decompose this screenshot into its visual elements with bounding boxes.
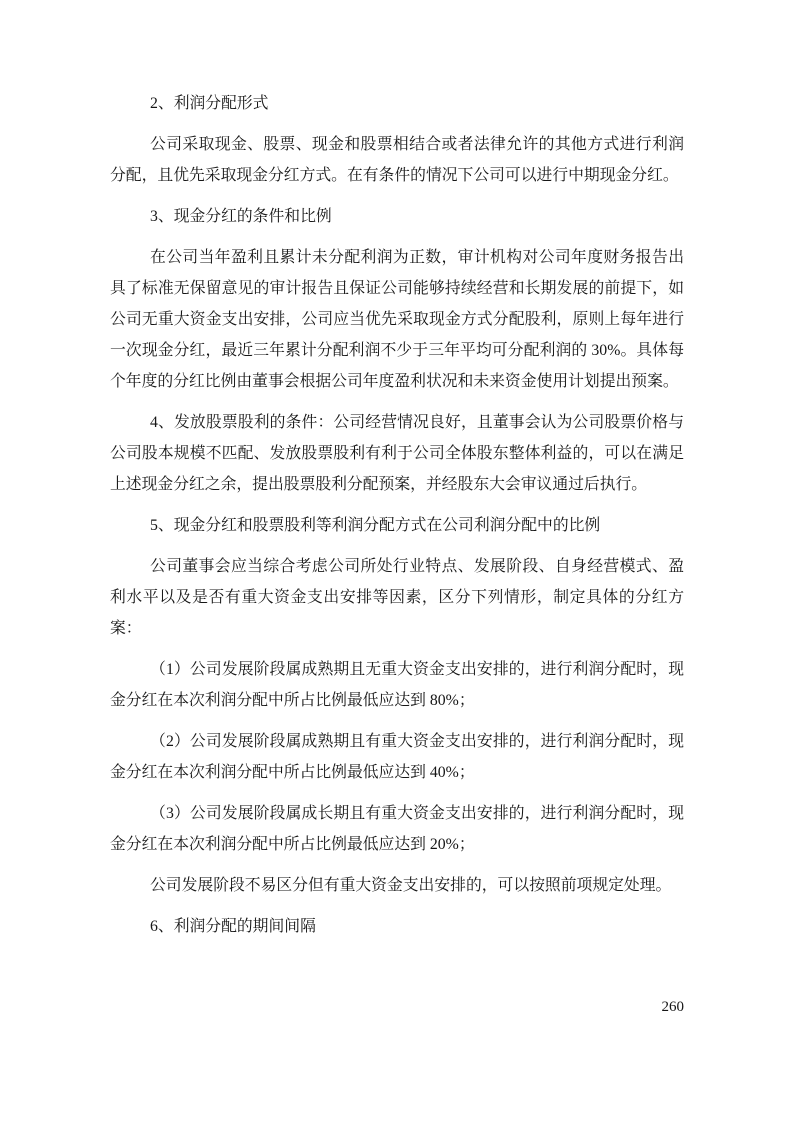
document-content xyxy=(110,88,684,952)
paragraph-10: （3）公司发展阶段属成长期且有重大资金支出安排的，进行利润分配时，现金分红在本次利润分配中所占比例最低应达到 20%； xyxy=(110,805,684,853)
paragraph-11: 公司发展阶段不易区分但有重大资金支出安排的，可以按照前项规定处理。 xyxy=(150,877,672,894)
paragraph-4: 在公司当年盈利且累计未分配利润为正数，审计机构对公司年度财务报告出具了标准无保留意见的审计报告且保证公司能够持续经营和长期发展的前提下，如公司无重大资金支出安排，公司应当优先采取现金方式分配股利，原则上每年进行一次现金分红，最近三年累计分配利润不少于三年平均可分配利润的 30%。具体每个年度的分红比例由董事会根据公司年度盈利状况和未来资金使用计划提出预案。 xyxy=(110,249,684,390)
paragraph-9: （2）公司发展阶段属成熟期且有重大资金支出安排的，进行利润分配时，现金分红在本次利润分配中所占比例最低应达到 40%； xyxy=(110,733,684,781)
heading-3: 3、现金分红的条件和比例 xyxy=(150,208,332,225)
heading-1: 2、利润分配形式 xyxy=(150,95,269,112)
paragraph-2: 公司采取现金、股票、现金和股票相结合或者法律允许的其他方式进行利润分配，且优先采取现金分红方式。在有条件的情况下公司可以进行中期现金分红。 xyxy=(110,136,684,184)
heading-6: 5、现金分红和股票股利等利润分配方式在公司利润分配中的比例 xyxy=(150,517,601,534)
paragraph-5: 4、发放股票股利的条件：公司经营情况良好，且董事会认为公司股票价格与公司股本规模不匹配、发放股票股利有利于公司全体股东整体利益的，可以在满足上述现金分红之余，提出股票股利分配预案，并经股东大会审议通过后执行。 xyxy=(110,414,684,493)
page-number: 260 xyxy=(661,999,684,1015)
paragraph-7: 公司董事会应当综合考虑公司所处行业特点、发展阶段、自身经营模式、盈利水平以及是否有重大资金支出安排等因素，区分下列情形，制定具体的分红方案： xyxy=(110,558,684,637)
heading-12: 6、利润分配的期间间隔 xyxy=(150,918,316,935)
paragraph-8: （1）公司发展阶段属成熟期且无重大资金支出安排的，进行利润分配时，现金分红在本次利润分配中所占比例最低应达到 80%； xyxy=(110,661,684,709)
